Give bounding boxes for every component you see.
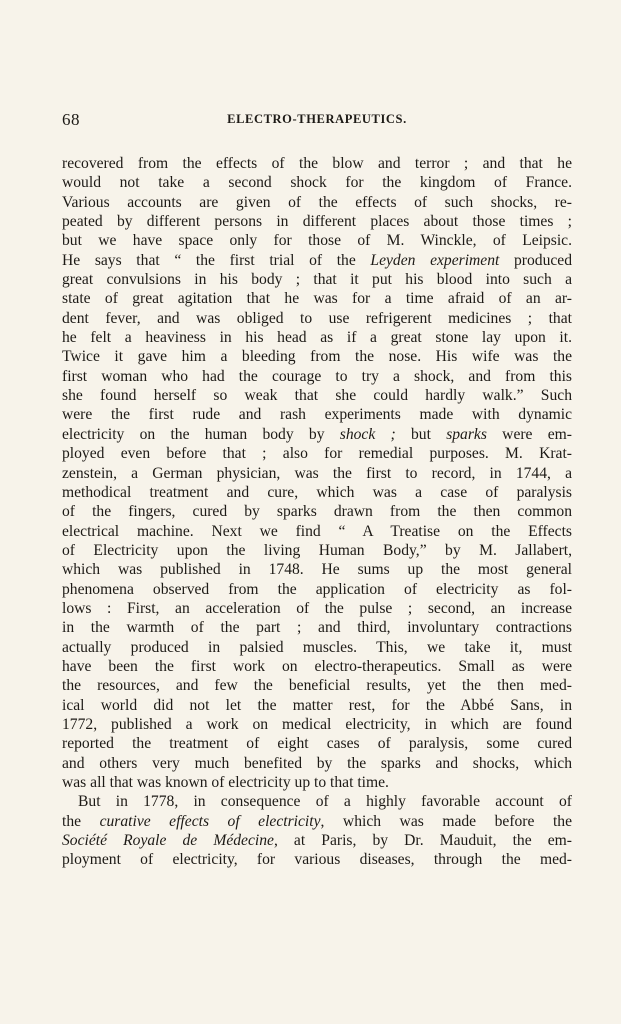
text-line: phenomena observed from the application of electricity as fol-: [62, 580, 572, 598]
text-segment: , at Paris, by Dr. Mauduit, the em-: [273, 832, 572, 850]
emphasis-curative-effects: curative effects of electricity: [99, 812, 321, 830]
text-segment: electricity on the human body by: [62, 425, 340, 443]
text-line: and others very much benefited by the sparks and shocks, which: [62, 754, 572, 772]
text-line: [62, 425, 572, 444]
running-head: ELECTRO-THERAPEUTICS.: [227, 112, 407, 126]
text-segment: , which was made before the: [320, 812, 572, 830]
text-line: great convulsions in his body ; that it put his blood into such a: [62, 271, 572, 289]
text-line: of the fingers, cured by sparks drawn from the then common: [62, 503, 572, 521]
text-line: he felt a heaviness in his head as if a great stone lay upon it.: [62, 329, 572, 347]
emphasis-sparks: sparks: [446, 425, 487, 443]
text-line: But in 1778, in consequence of a highly favorable account of: [78, 793, 572, 811]
text-line: would not take a second shock for the kingdom of France.: [62, 174, 572, 192]
text-line: was all that was known of electricity up to that time.: [62, 774, 389, 791]
text-line: recovered from the effects of the blow and terror ; and that he: [62, 155, 572, 172]
text-line: state of great agitation that he was for a time afraid of an ar-: [62, 290, 572, 308]
text-line: ployed even before that ; also for remedial purposes. M. Krat-: [62, 445, 572, 463]
page-number: 68: [62, 110, 80, 129]
text-line: actually produced in palsied muscles. This, we take it, must: [62, 638, 572, 656]
text-line: first woman who had the courage to try a shock, and from this: [62, 367, 572, 385]
text-line: have been the first work on electro-therapeutics. Small as were: [62, 657, 572, 675]
text-line: 1772, published a work on medical electricity, in which are found: [62, 715, 572, 733]
text-segment: were em-: [486, 425, 572, 443]
text-segment: the: [62, 812, 100, 830]
text-line: methodical treatment and cure, which was a case of paralysis: [62, 483, 572, 501]
text-line: [62, 251, 572, 270]
text-line: were the first rude and rash experiments made with dynamic: [62, 406, 572, 424]
emphasis-leyden-experiment: Leyden experiment: [370, 251, 500, 269]
text-line: she found herself so weak that she could hardly walk.” Such: [62, 387, 572, 405]
text-line: reported the treatment of eight cases of paralysis, some cured: [62, 735, 572, 753]
body-text: [62, 154, 572, 870]
text-segment: produced: [499, 251, 573, 269]
text-line: lows : First, an acceleration of the pulse ; second, an increase: [62, 599, 572, 617]
text-line: of Electricity upon the living Human Body,” by M. Jallabert,: [62, 541, 572, 559]
emphasis-societe-royale: Société Royale de Médecine: [62, 832, 274, 850]
text-line: Twice it gave him a bleeding from the nose. His wife was the: [62, 348, 572, 366]
text-line: which was published in 1748. He sums up the most general: [62, 561, 572, 579]
text-segment: He says that “ the first trial of the: [62, 251, 371, 269]
emphasis-shock: shock ;: [339, 425, 396, 443]
text-line: [62, 831, 572, 850]
text-segment: but: [395, 425, 447, 443]
text-line: ployment of electricity, for various diseases, through the med-: [62, 851, 572, 869]
text-line: but we have space only for those of M. Winckle, of Leipsic.: [62, 232, 572, 250]
page-header: [62, 110, 572, 134]
text-line: peated by different persons in different places about those times ;: [62, 213, 572, 231]
text-line: in the warmth of the part ; and third, involuntary contractions: [62, 619, 572, 637]
text-line: ical world did not let the matter rest, for the Abbé Sans, in: [62, 696, 572, 714]
text-line: the resources, and few the beneficial results, yet the then med-: [62, 677, 572, 695]
text-line: dent fever, and was obliged to use refrigerent medicines ; that: [62, 309, 572, 327]
text-line: Various accounts are given of the effects of such shocks, re-: [62, 193, 572, 211]
text-line: zenstein, a German physician, was the first to record, in 1744, a: [62, 464, 572, 482]
text-line: [62, 812, 572, 831]
text-line: electrical machine. Next we find “ A Treatise on the Effects: [62, 522, 572, 540]
